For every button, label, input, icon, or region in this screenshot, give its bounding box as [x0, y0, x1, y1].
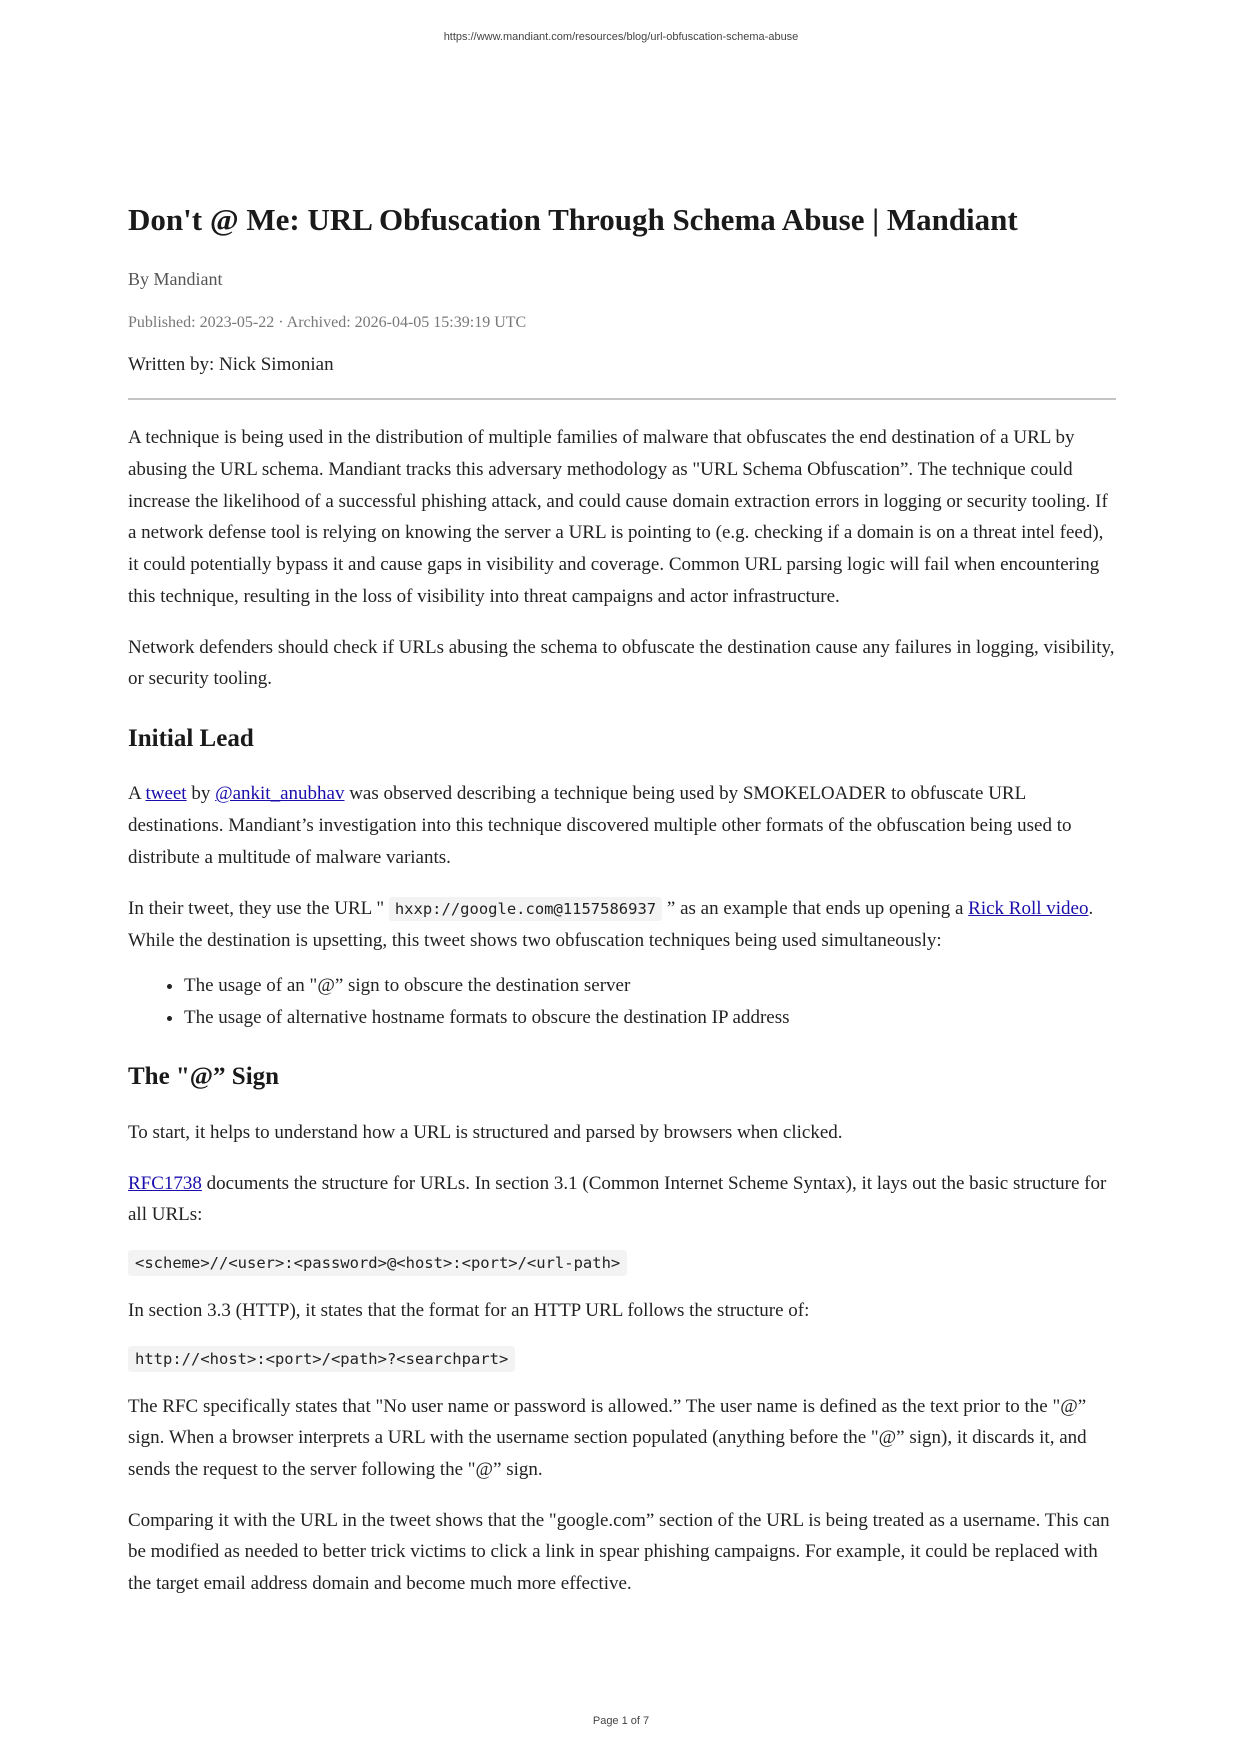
text-span: was observed describing a technique being used by SMOKELOADER to obfuscate URL destinations. Mandiant’s investigation into this technique discovered multiple other formats of the obfuscation being used to distribute a multitude of malware variants.	[128, 783, 1072, 868]
article	[128, 200, 1116, 1600]
article-title: Don't @ Me: URL Obfuscation Through Schema Abuse | Mandiant	[128, 202, 1018, 237]
text-span: ” as an example that ends up opening a	[662, 897, 969, 919]
http-structure-code-block: http://<host>:<port>/<path>?<searchpart>	[128, 1346, 515, 1372]
at-sign-paragraph-5: Comparing it with the URL in the tweet shows that the "google.com” section of the URL is being treated as a username. This can be modified as needed to better trick victims to click a link in spear phishing campaigns. For example, it could be replaced with the target email address domain and become much more effective.	[128, 1509, 1110, 1595]
author-line: Written by: Nick Simonian	[128, 354, 334, 376]
text-span: documents the structure for URLs. In section 3.1 (Common Internet Scheme Syntax), it lays out the basic structure for all URLs:	[128, 1172, 1107, 1226]
text-span: A	[128, 783, 146, 805]
at-sign-paragraph-2	[128, 1168, 1116, 1231]
at-sign-paragraph-1: To start, it helps to understand how a URL is structured and parsed by browsers when clicked.	[128, 1121, 843, 1143]
list-item: • The usage of alternative hostname formats to obscure the destination IP address	[184, 1002, 1116, 1034]
text-span: . While the destination is upsetting, this tweet shows two obfuscation techniques being used simultaneously:	[128, 897, 1094, 952]
page-number: Page 1 of 7	[592, 1715, 650, 1727]
at-sign-paragraph-3: In section 3.3 (HTTP), it states that the format for an HTTP URL follows the structure of:	[128, 1299, 810, 1321]
intro-paragraph-2: Network defenders should check if URLs abusing the schema to obfuscate the destination cause any failures in logging, visibility, or security tooling.	[128, 636, 1115, 690]
byline: By Mandiant	[128, 269, 223, 290]
tweet-link[interactable]: tweet	[145, 783, 187, 805]
text-span: by	[186, 783, 216, 805]
example-url-code: hxxp://google.com@1157586937	[389, 897, 662, 921]
section-heading-initial-lead: Initial Lead	[128, 724, 254, 752]
ankit-anubhav-link[interactable]: @ankit_anubhav	[215, 783, 345, 805]
technique-list	[128, 970, 1116, 1033]
page-url-header: https://www.mandiant.com/resources/blog/url-obfuscation-schema-abuse	[443, 31, 799, 43]
at-sign-paragraph-4: The RFC specifically states that "No user name or password is allowed.” The user name is defined as the text prior to the "@” sign. When a browser interprets a URL with the username section populated (anything before the "@” sign), it discards it, and sends the request to the server following the "@” sign.	[128, 1395, 1087, 1481]
rick-roll-video-link[interactable]: Rick Roll video	[968, 897, 1089, 919]
initial-lead-paragraph-1	[128, 778, 1116, 873]
publish-dates: Published: 2023-05-22 · Archived: 2026-04-05 15:39:19 UTC	[128, 314, 527, 332]
intro-paragraph-1: A technique is being used in the distribution of multiple families of malware that obfuscates the end destination of a URL by abusing the URL schema. Mandiant tracks this adversary methodology as "URL Schema Obfuscation”. The technique could increase the likelihood of a successful phishing attack, and could cause domain extraction errors in logging or security tooling. If a network defense tool is relying on knowing the server a URL is pointing to (e.g. checking if a domain is on a threat intel feed), it could potentially bypass it and cause gaps in visibility and coverage. Common URL parsing logic will fail when encountering this technique, resulting in the loss of visibility into threat campaigns and actor infrastructure.	[128, 427, 1108, 607]
list-item: • The usage of an "@” sign to obscure the destination server	[184, 970, 1116, 1002]
section-heading-at-sign: The "@” Sign	[128, 1063, 280, 1091]
url-structure-code-block: <scheme>//<user>:<password>@<host>:<port>/<url-path>	[128, 1250, 627, 1276]
initial-lead-paragraph-2	[128, 893, 1116, 957]
rfc1738-link[interactable]: RFC1738	[128, 1172, 202, 1194]
text-span: In their tweet, they use the URL "	[128, 897, 389, 919]
divider	[128, 398, 1116, 400]
